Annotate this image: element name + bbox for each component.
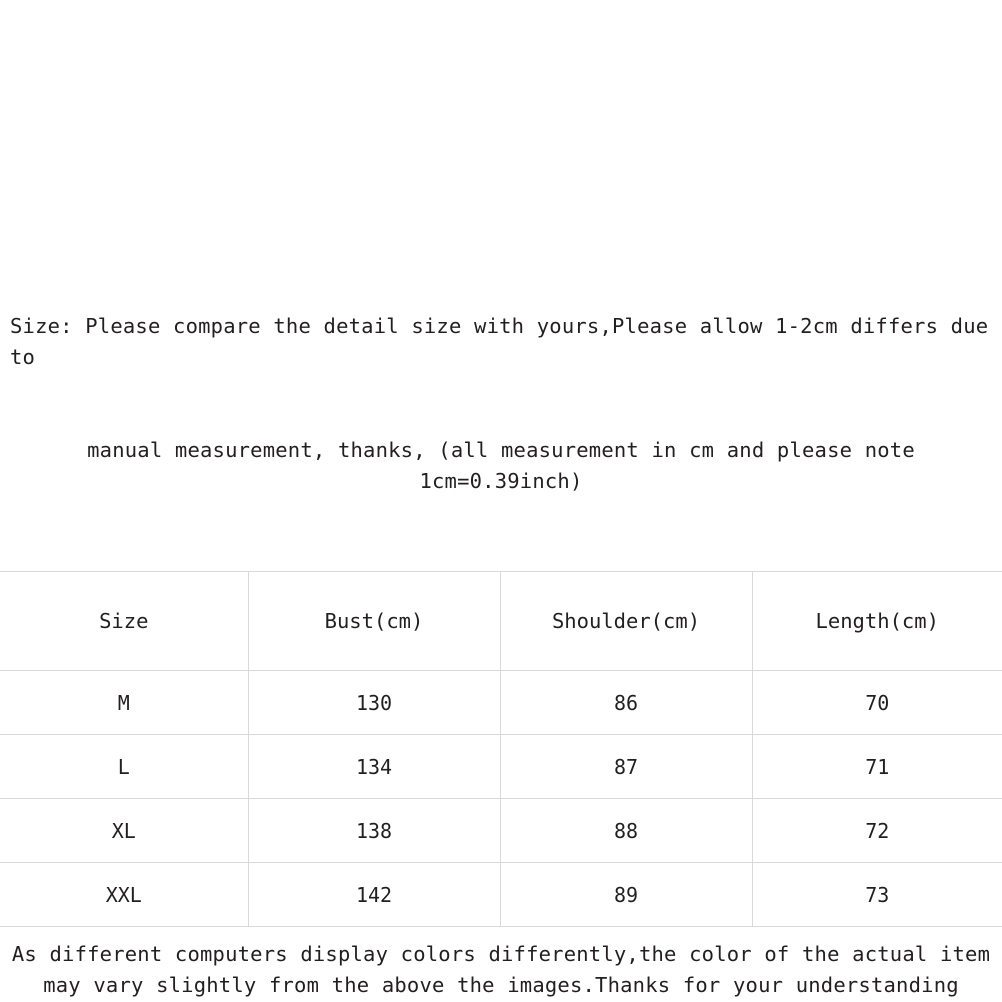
cell-shoulder: 86 (500, 671, 752, 735)
column-header-size: Size (0, 572, 248, 671)
measurement-disclaimer-line-2: manual measurement, thanks, (all measurement in cm and please note 1cm=0.39inch) (87, 438, 928, 493)
table-row (0, 735, 1002, 799)
measurement-disclaimer (0, 249, 1002, 559)
table-row (0, 863, 1002, 927)
cell-length: 73 (752, 863, 1002, 927)
size-chart-content (0, 249, 1002, 1001)
cell-size: XXL (0, 863, 248, 927)
cell-size: XL (0, 799, 248, 863)
cell-bust: 130 (248, 671, 500, 735)
cell-length: 72 (752, 799, 1002, 863)
cell-shoulder: 89 (500, 863, 752, 927)
table-row (0, 799, 1002, 863)
color-disclaimer (0, 939, 1002, 1001)
size-table-body (0, 671, 1002, 927)
column-header-length: Length(cm) (752, 572, 1002, 671)
table-header-row (0, 572, 1002, 671)
color-disclaimer-line-2: may vary slightly from the above the images.Thanks for your understanding (43, 973, 959, 997)
cell-size: L (0, 735, 248, 799)
cell-length: 71 (752, 735, 1002, 799)
column-header-bust: Bust(cm) (248, 572, 500, 671)
cell-shoulder: 87 (500, 735, 752, 799)
measurement-disclaimer-line-1: Size: Please compare the detail size with yours,Please allow 1-2cm differs due to (10, 314, 1001, 369)
table-row (0, 671, 1002, 735)
cell-bust: 134 (248, 735, 500, 799)
size-table-header (0, 572, 1002, 671)
size-table (0, 571, 1002, 927)
cell-size: M (0, 671, 248, 735)
color-disclaimer-line-1: As different computers display colors differently,the color of the actual item (11, 942, 991, 966)
cell-length: 70 (752, 671, 1002, 735)
cell-bust: 138 (248, 799, 500, 863)
cell-bust: 142 (248, 863, 500, 927)
column-header-shoulder: Shoulder(cm) (500, 572, 752, 671)
cell-shoulder: 88 (500, 799, 752, 863)
